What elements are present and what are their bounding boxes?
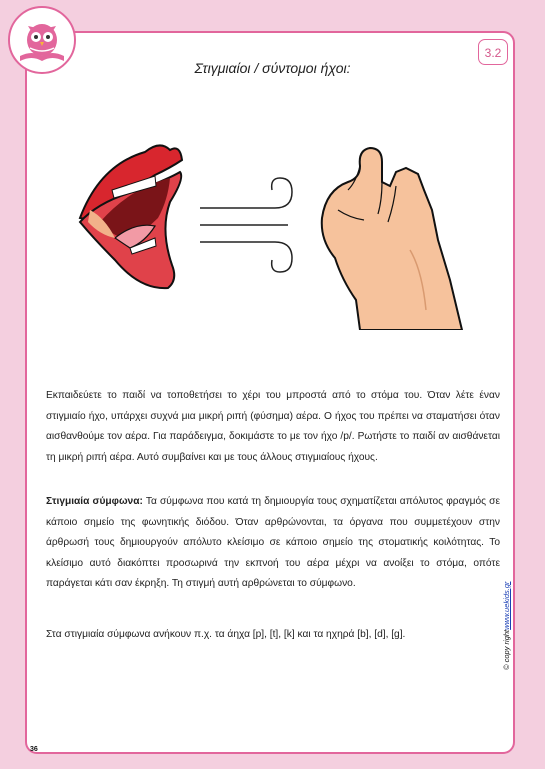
mouth-illustration bbox=[80, 145, 182, 288]
paragraph-instructions: Εκπαιδεύετε το παιδί να τοποθετήσει το χέρι του μπροστά από το στόμα του. Όταν λέτε έναν στιγμιαίο ήχο, υπάρχει συχνά μια μικρή ριπή (φύσημα) αέρα. Ο ήχος του πρέπει να σταματήσει όταν αισθανθούμε τον αέρα. Για παράδειγμα, δοκιμάστε το με τον ήχο /p/. Ρωτήστε το παιδί αν αισθάνεται τη μικρή ριπή αέρα. Αυτό συμβαίνει και με τους άλλους στιγμιαίους ήχους. bbox=[46, 390, 500, 463]
copyright-link[interactable]: www.uekids.gr bbox=[502, 581, 511, 630]
page-title: Στιγμιαίοι / σύντομοι ήχοι: bbox=[194, 60, 351, 76]
paragraph-definition bbox=[46, 492, 500, 595]
air-stream-lines bbox=[200, 178, 292, 272]
copyright-label: © copy right bbox=[502, 629, 511, 670]
paragraph-examples: Στα στιγμιαία σύμφωνα ανήκουν π.χ. τα άηχα [p], [t], [k] και τα ηχηρά [b], [d], [g]. bbox=[46, 629, 406, 640]
section-badge: 3.2 bbox=[478, 39, 508, 65]
definition-text: Τα σύμφωνα που κατά τη δημιουργία τους σχηματίζεται απόλυτος φραγμός σε κάποιο σημείο της φωνητικής διόδου. Όταν αρθρώνονται, τα όργανα που συμμετέχουν στην άρθρωσή τους δημιουργούν απόλυτο κλείσιμο σε κάποιο σημείο της στοματικής κοιλότητας. Το κλείσιμο αυτό διακόπτει προσωρινά την εκπνοή του αέρα μέχρι να ανοίξει το στόμα, οπότε παράγεται κάτι σαν έκρηξη. Τη στιγμή αυτή αρθρώνεται το σύμφωνο. bbox=[46, 496, 500, 589]
copyright-note bbox=[502, 500, 514, 670]
definition-term: Στιγμιαία σύμφωνα: bbox=[46, 496, 143, 507]
mouth-hand-illustration bbox=[60, 130, 470, 330]
page-number: 36 bbox=[30, 746, 38, 753]
hand-illustration bbox=[322, 148, 462, 330]
